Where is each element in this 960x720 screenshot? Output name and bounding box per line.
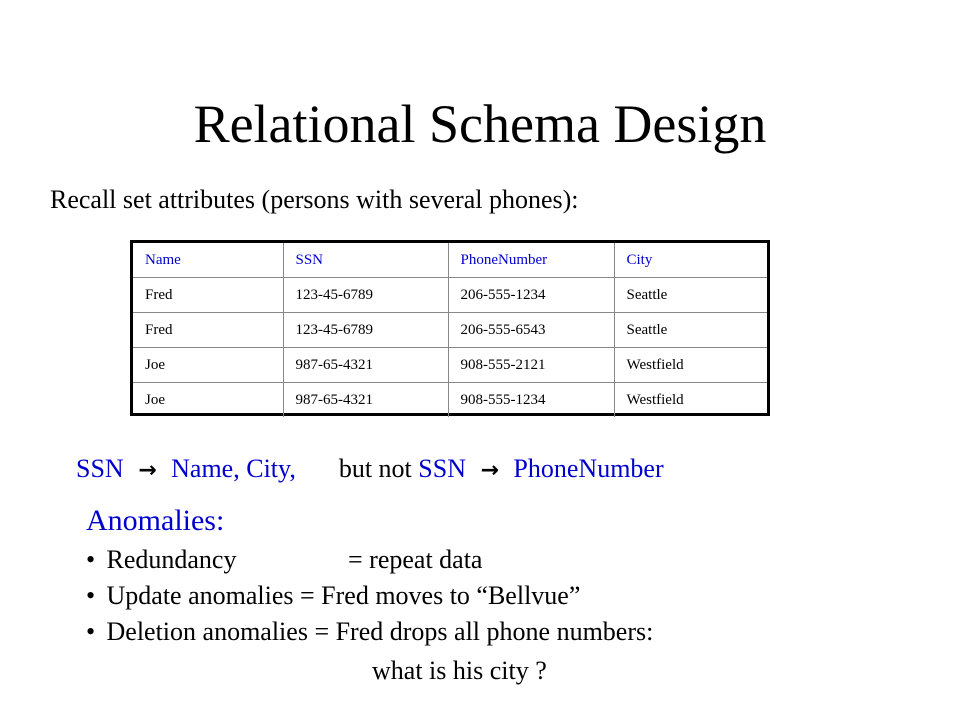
table-cell: 908-555-2121	[448, 348, 614, 383]
column-header-name: Name	[133, 243, 283, 278]
fd-rhs-phonenumber: PhoneNumber	[513, 454, 664, 483]
relation-table-frame	[130, 240, 770, 416]
table-cell: Westfield	[626, 391, 684, 408]
anomaly-definition: = repeat data	[348, 545, 483, 574]
anomaly-definition: = Fred drops all phone numbers:	[314, 617, 654, 646]
table-cell: 206-555-6543	[448, 313, 614, 348]
table-cell: Westfield	[614, 348, 767, 383]
column-header-ssn: SSN	[283, 243, 448, 278]
slide-title: Relational Schema Design	[193, 94, 767, 154]
anomalies-list	[86, 542, 653, 650]
fd-lhs-ssn-2: SSN	[418, 454, 466, 483]
table-row	[133, 383, 767, 418]
functional-dependency-line	[76, 451, 664, 489]
table-row	[133, 348, 767, 383]
table-cell: 987-65-4321	[283, 348, 448, 383]
table-header-row	[133, 243, 767, 278]
table-row	[133, 313, 767, 348]
deletion-continuation: what is his city ?	[372, 656, 547, 685]
table-cell: 908-555-1234	[448, 383, 614, 418]
table-row	[133, 278, 767, 313]
anomalies-heading: Anomalies:	[86, 504, 225, 537]
list-item	[86, 542, 653, 578]
table-cell: 123-45-6789	[283, 278, 448, 313]
bullet-icon: •	[86, 617, 96, 646]
anomaly-term: Deletion anomalies	[106, 617, 308, 646]
table-cell: Joe	[133, 383, 283, 418]
table-cell: 123-45-6789	[283, 313, 448, 348]
fd-rhs-name-city: Name, City,	[171, 454, 296, 483]
list-item	[86, 578, 653, 614]
relation-table	[133, 243, 767, 417]
fd-lhs-ssn: SSN	[76, 454, 124, 483]
table-cell: Seattle	[614, 313, 767, 348]
bullet-icon: •	[86, 581, 96, 610]
column-header-phonenumber: PhoneNumber	[448, 243, 614, 278]
table-cell: Fred	[133, 313, 283, 348]
anomaly-term: Update anomalies	[106, 581, 294, 610]
anomaly-term: Redundancy	[106, 545, 237, 574]
column-header-city: City	[614, 243, 767, 278]
list-item	[86, 614, 653, 650]
right-arrow-icon: →	[480, 458, 499, 483]
right-arrow-icon: →	[138, 458, 157, 483]
fd-but-not: but not	[338, 454, 412, 483]
table-cell: 206-555-1234	[448, 278, 614, 313]
anomaly-definition: = Fred moves to “Bellvue”	[300, 581, 581, 610]
table-cell: Seattle	[614, 278, 767, 313]
bullet-icon: •	[86, 545, 96, 574]
intro-text: Recall set attributes (persons with several phones):	[50, 185, 579, 214]
table-cell: Joe	[133, 348, 283, 383]
table-cell: 987-65-4321	[283, 383, 448, 418]
table-cell: Fred	[133, 278, 283, 313]
